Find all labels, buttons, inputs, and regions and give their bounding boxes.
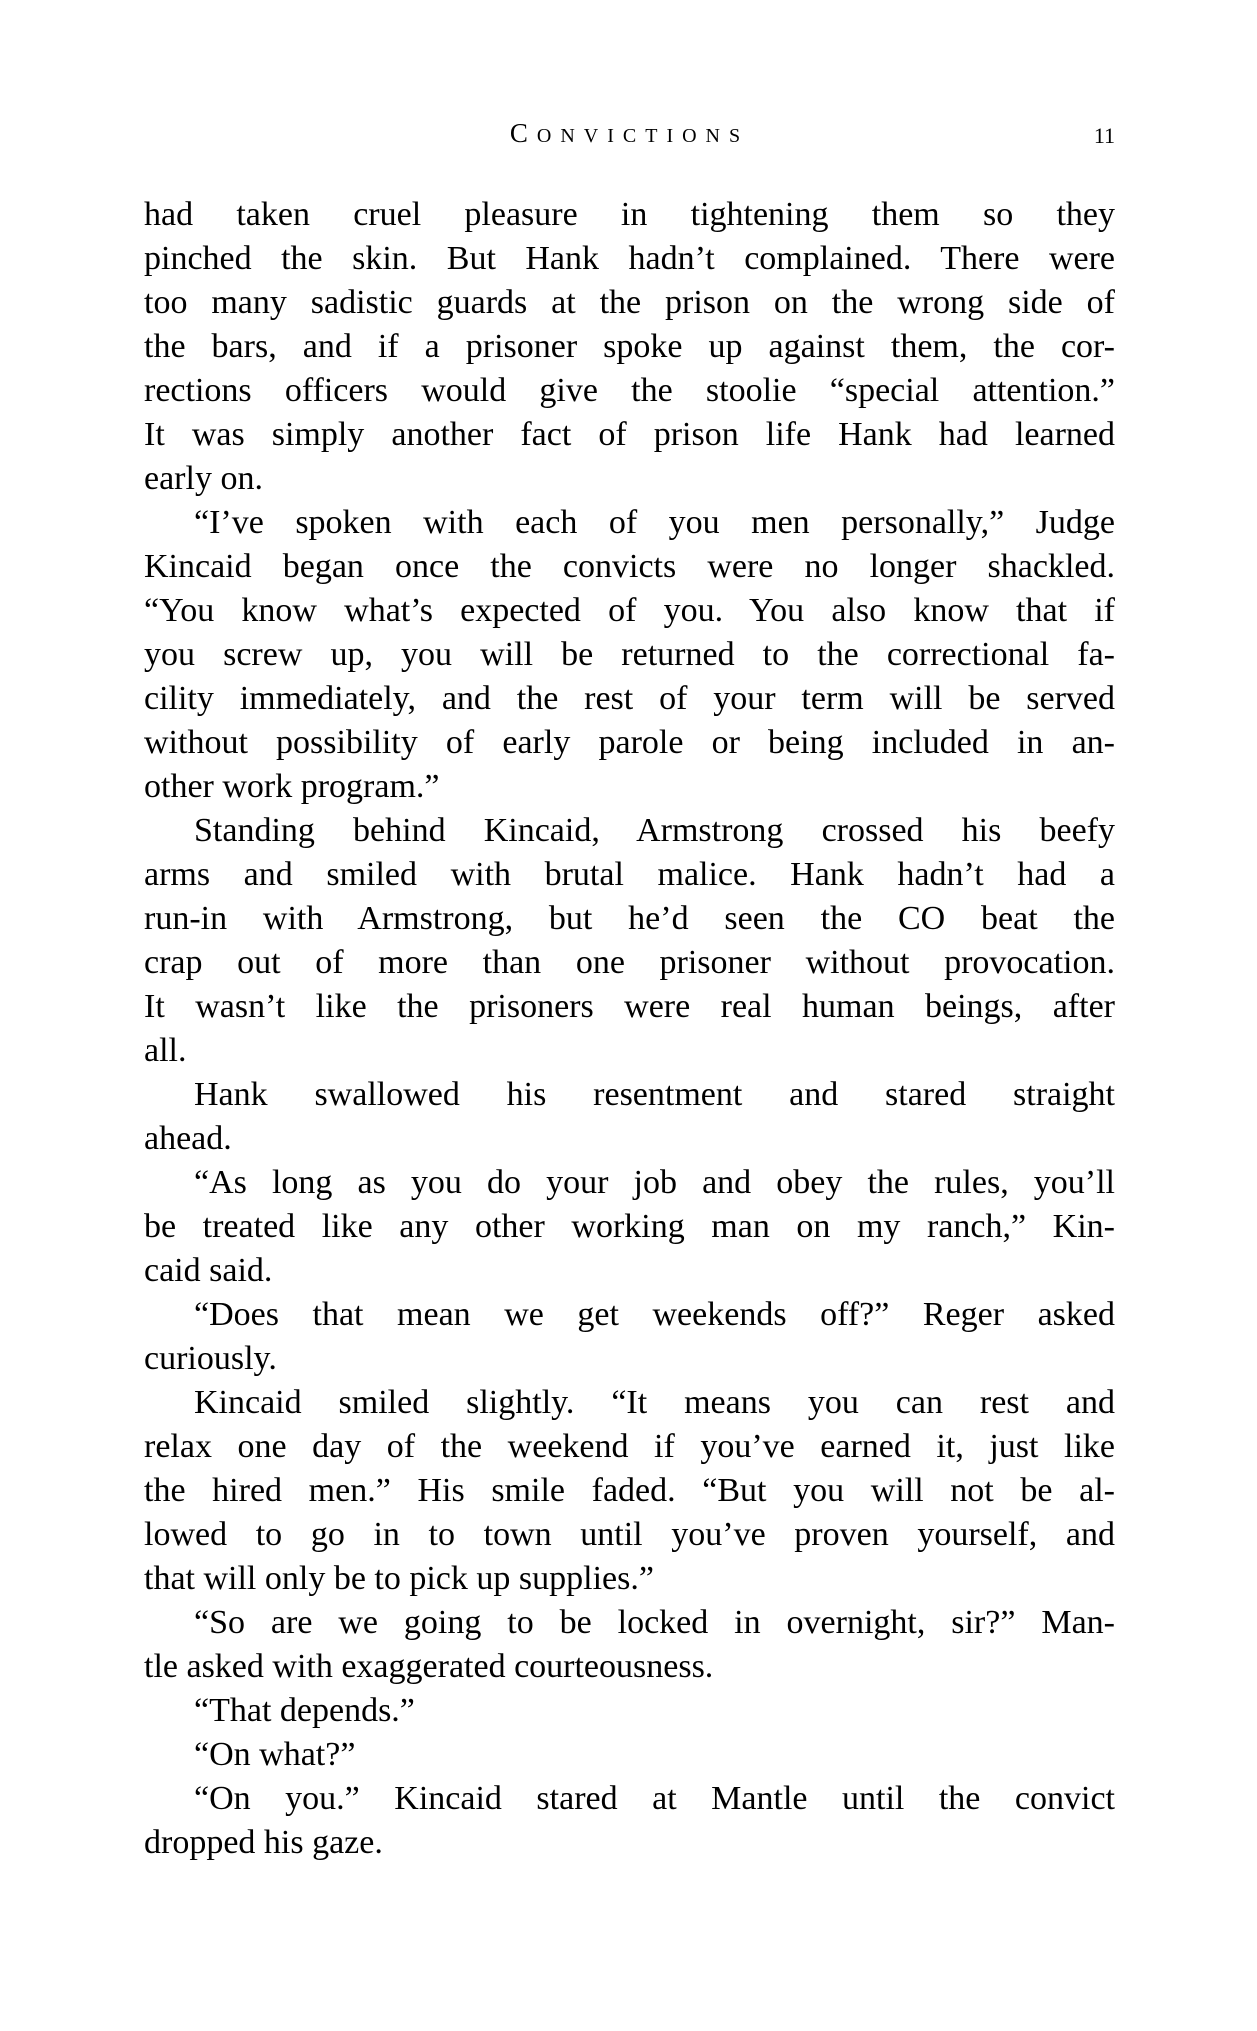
text-line: It was simply another fact of prison life Hank had learned — [144, 416, 1115, 453]
text-line: the hired men.” His smile faded. “But you will not be al- — [144, 1472, 1115, 1509]
text-line: cility immediately, and the rest of your term will be served — [144, 680, 1115, 717]
text-line: had taken cruel pleasure in tightening them so they — [144, 196, 1115, 233]
paragraph — [144, 1073, 1115, 1161]
text-line: “Does that mean we get weekends off?” Reger asked — [194, 1296, 1115, 1333]
text-line: “I’ve spoken with each of you men personally,” Judge — [194, 504, 1115, 541]
text-line: be treated like any other working man on my ranch,” Kin- — [144, 1208, 1115, 1245]
text-line: Kincaid began once the convicts were no longer shackled. — [144, 548, 1115, 585]
paragraph — [144, 1293, 1115, 1381]
text-line: early on. — [144, 460, 263, 497]
text-line: too many sadistic guards at the prison on the wrong side of — [144, 284, 1115, 321]
text-line: caid said. — [144, 1252, 273, 1289]
text-line: dropped his gaze. — [144, 1824, 383, 1861]
paragraph — [144, 1689, 1115, 1733]
text-line: you screw up, you will be returned to the correctional fa- — [144, 636, 1115, 673]
text-line: Kincaid smiled slightly. “It means you can rest and — [194, 1384, 1115, 1421]
page-header — [144, 120, 1115, 152]
body-text — [144, 193, 1115, 1865]
text-line: relax one day of the weekend if you’ve earned it, just like — [144, 1428, 1115, 1465]
text-line: run-in with Armstrong, but he’d seen the CO beat the — [144, 900, 1115, 937]
text-line: all. — [144, 1032, 187, 1069]
paragraph — [144, 193, 1115, 501]
text-line: lowed to go in to town until you’ve proven yourself, and — [144, 1516, 1115, 1553]
text-line: “On what?” — [194, 1736, 356, 1773]
text-line: Hank swallowed his resentment and stared straight — [194, 1076, 1115, 1113]
paragraph — [144, 1601, 1115, 1689]
paragraph — [144, 1381, 1115, 1601]
text-line: “You know what’s expected of you. You also know that if — [144, 592, 1115, 629]
paragraph — [144, 1777, 1115, 1865]
paragraph — [144, 501, 1115, 809]
text-line: without possibility of early parole or being included in an- — [144, 724, 1115, 761]
running-head-title: CONVICTIONS — [509, 118, 750, 148]
text-line: crap out of more than one prisoner without provocation. — [144, 944, 1115, 981]
paragraph — [144, 1733, 1115, 1777]
text-line: pinched the skin. But Hank hadn’t complained. There were — [144, 240, 1115, 277]
paragraph — [144, 1161, 1115, 1293]
text-line: “As long as you do your job and obey the rules, you’ll — [194, 1164, 1115, 1201]
text-line: “On you.” Kincaid stared at Mantle until the convict — [194, 1780, 1115, 1817]
text-line: curiously. — [144, 1340, 277, 1377]
text-line: other work program.” — [144, 768, 440, 805]
text-line: “So are we going to be locked in overnight, sir?” Man- — [194, 1604, 1115, 1641]
page-number: 11 — [1093, 123, 1115, 148]
text-line: It wasn’t like the prisoners were real human beings, after — [144, 988, 1115, 1025]
text-line: that will only be to pick up supplies.” — [144, 1560, 654, 1597]
text-line: “That depends.” — [194, 1692, 415, 1729]
text-line: arms and smiled with brutal malice. Hank hadn’t had a — [144, 856, 1115, 893]
text-line: Standing behind Kincaid, Armstrong crossed his beefy — [194, 812, 1115, 849]
paragraph — [144, 809, 1115, 1073]
text-line: tle asked with exaggerated courteousness. — [144, 1648, 714, 1685]
text-line: the bars, and if a prisoner spoke up against them, the cor- — [144, 328, 1115, 365]
text-line: ahead. — [144, 1120, 232, 1157]
text-line: rections officers would give the stoolie “special attention.” — [144, 372, 1115, 409]
